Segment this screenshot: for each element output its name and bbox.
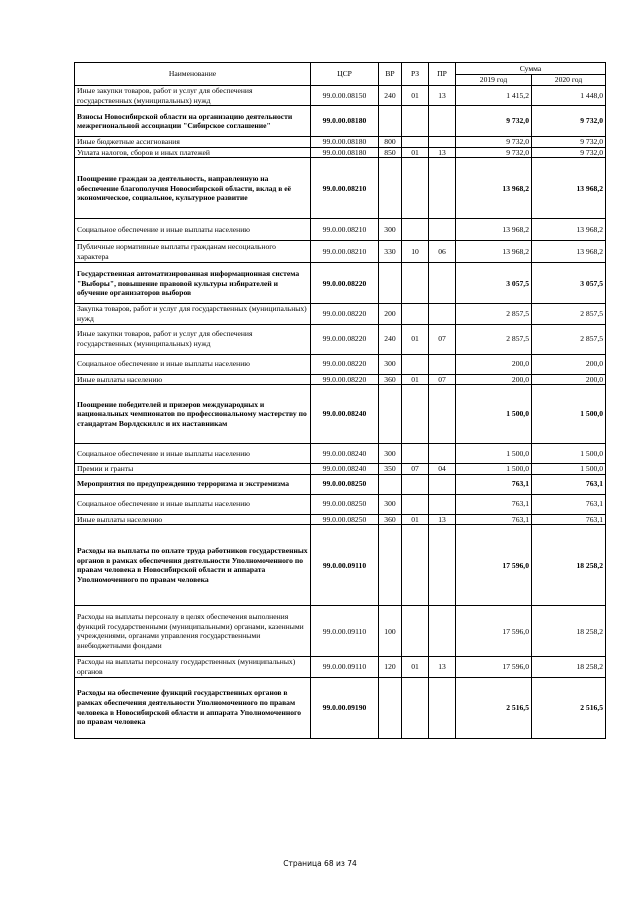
- header-2020: 2020 год: [532, 75, 606, 86]
- row-rz: [402, 494, 429, 514]
- row-pr: [429, 474, 456, 494]
- row-rz: [402, 137, 429, 148]
- row-sum-2020: 200,0: [532, 354, 606, 374]
- row-pr: [429, 677, 456, 738]
- row-csr: 99.0.00.08180: [311, 137, 379, 148]
- row-sum-2020: 13 968,2: [532, 241, 606, 263]
- row-rz: 10: [402, 241, 429, 263]
- row-sum-2019: 1 500,0: [456, 444, 532, 464]
- row-vr: 300: [379, 494, 402, 514]
- row-name: Иные выплаты населению: [75, 514, 311, 525]
- row-pr: [429, 354, 456, 374]
- row-vr: 300: [379, 444, 402, 464]
- row-sum-2020: 1 500,0: [532, 444, 606, 464]
- row-sum-2020: 18 258,2: [532, 606, 606, 657]
- row-rz: [402, 354, 429, 374]
- row-csr: 99.0.00.08220: [311, 374, 379, 385]
- row-name: Премии и гранты: [75, 464, 311, 475]
- table-row: [75, 374, 606, 385]
- table-row: [75, 158, 606, 219]
- table-row: [75, 677, 606, 738]
- row-rz: [402, 474, 429, 494]
- row-sum-2020: 1 448,0: [532, 86, 606, 106]
- row-rz: [402, 385, 429, 444]
- table-row: [75, 525, 606, 606]
- row-name: Расходы на выплаты персоналу государственных (муниципальных) органов: [75, 657, 311, 677]
- row-name: Поощрение победителей и призеров международных и национальных чемпионатов по профессиональному мастерству по стандартам Ворлдскиллс и их наставникам: [75, 385, 311, 444]
- row-name: Мероприятия по предупреждению терроризма и экстремизма: [75, 474, 311, 494]
- row-vr: 360: [379, 374, 402, 385]
- row-sum-2019: 9 732,0: [456, 106, 532, 137]
- row-pr: 07: [429, 324, 456, 354]
- header-sum: Сумма: [456, 63, 606, 75]
- table-row: [75, 241, 606, 263]
- row-sum-2020: 2 857,5: [532, 324, 606, 354]
- row-name: Закупка товаров, работ и услуг для государственных (муниципальных) нужд: [75, 304, 311, 324]
- row-csr: 99.0.00.08250: [311, 494, 379, 514]
- row-rz: 07: [402, 464, 429, 475]
- row-sum-2019: 1 415,2: [456, 86, 532, 106]
- table-row: [75, 106, 606, 137]
- table-row: [75, 263, 606, 304]
- row-vr: 360: [379, 514, 402, 525]
- row-sum-2019: 200,0: [456, 374, 532, 385]
- row-sum-2019: 13 968,2: [456, 158, 532, 219]
- row-vr: 850: [379, 147, 402, 158]
- row-rz: 01: [402, 657, 429, 677]
- table-row: [75, 147, 606, 158]
- row-pr: [429, 525, 456, 606]
- row-name: Иные закупки товаров, работ и услуг для обеспечения государственных (муниципальных) нужд: [75, 324, 311, 354]
- row-pr: [429, 304, 456, 324]
- row-csr: 99.0.00.08240: [311, 444, 379, 464]
- table-row: [75, 514, 606, 525]
- header-2019: 2019 год: [456, 75, 532, 86]
- row-sum-2020: 763,1: [532, 474, 606, 494]
- row-name: Социальное обеспечение и иные выплаты населению: [75, 354, 311, 374]
- row-rz: [402, 106, 429, 137]
- table-row: [75, 606, 606, 657]
- row-sum-2020: 3 057,5: [532, 263, 606, 304]
- row-vr: 300: [379, 354, 402, 374]
- row-pr: [429, 263, 456, 304]
- row-vr: 300: [379, 219, 402, 241]
- table-row: [75, 86, 606, 106]
- row-sum-2019: 13 968,2: [456, 219, 532, 241]
- row-pr: 13: [429, 514, 456, 525]
- row-name: Иные бюджетные ассигнования: [75, 137, 311, 148]
- row-sum-2019: 13 968,2: [456, 241, 532, 263]
- row-sum-2019: 200,0: [456, 354, 532, 374]
- header-pr: ПР: [429, 63, 456, 86]
- row-pr: 13: [429, 147, 456, 158]
- row-sum-2020: 1 500,0: [532, 385, 606, 444]
- row-sum-2019: 2 516,5: [456, 677, 532, 738]
- row-sum-2019: 763,1: [456, 474, 532, 494]
- table-row: [75, 494, 606, 514]
- row-vr: [379, 106, 402, 137]
- row-name: Взносы Новосибирской области на организацию деятельности межрегиональной ассоциации "Сибирское соглашение": [75, 106, 311, 137]
- row-sum-2019: 17 596,0: [456, 657, 532, 677]
- row-sum-2019: 17 596,0: [456, 606, 532, 657]
- row-rz: 01: [402, 514, 429, 525]
- row-vr: 240: [379, 86, 402, 106]
- row-sum-2020: 9 732,0: [532, 147, 606, 158]
- table-row: [75, 354, 606, 374]
- row-rz: 01: [402, 324, 429, 354]
- row-sum-2020: 13 968,2: [532, 219, 606, 241]
- row-csr: 99.0.00.09190: [311, 677, 379, 738]
- row-vr: 200: [379, 304, 402, 324]
- row-vr: [379, 263, 402, 304]
- row-csr: 99.0.00.08180: [311, 106, 379, 137]
- row-rz: [402, 158, 429, 219]
- header-vr: ВР: [379, 63, 402, 86]
- row-csr: 99.0.00.08220: [311, 304, 379, 324]
- row-pr: [429, 158, 456, 219]
- row-pr: 07: [429, 374, 456, 385]
- row-vr: [379, 474, 402, 494]
- row-vr: [379, 525, 402, 606]
- row-csr: 99.0.00.08250: [311, 514, 379, 525]
- row-rz: [402, 606, 429, 657]
- budget-table: [74, 62, 606, 739]
- row-vr: 120: [379, 657, 402, 677]
- row-rz: 01: [402, 147, 429, 158]
- row-vr: [379, 158, 402, 219]
- row-sum-2019: 1 500,0: [456, 385, 532, 444]
- row-name: Социальное обеспечение и иные выплаты населению: [75, 494, 311, 514]
- row-name: Поощрение граждан за деятельность, направленную на обеспечение благополучия Новосибирской области, вклад в её экономическое, социальное, культурное развитие: [75, 158, 311, 219]
- table-row: [75, 324, 606, 354]
- row-name: Государственная автоматизированная информационная система "Выборы", повышение правовой культуры избирателей и обучение организаторов выборов: [75, 263, 311, 304]
- row-rz: 01: [402, 86, 429, 106]
- table-row: [75, 219, 606, 241]
- row-pr: 13: [429, 657, 456, 677]
- row-sum-2020: 2 516,5: [532, 677, 606, 738]
- row-csr: 99.0.00.09110: [311, 525, 379, 606]
- row-pr: 04: [429, 464, 456, 475]
- row-vr: 330: [379, 241, 402, 263]
- row-name: Расходы на выплаты по оплате труда работников государственных органов в рамках обеспечения деятельности Уполномоченного по правам человека в Новосибирской области и аппарата Уполномоченного по правам человека: [75, 525, 311, 606]
- row-vr: 240: [379, 324, 402, 354]
- row-rz: [402, 219, 429, 241]
- row-csr: 99.0.00.08240: [311, 464, 379, 475]
- row-vr: 100: [379, 606, 402, 657]
- budget-table-page: [74, 62, 605, 739]
- header-name: Наименование: [75, 63, 311, 86]
- row-csr: 99.0.00.08220: [311, 324, 379, 354]
- row-sum-2019: 17 596,0: [456, 525, 532, 606]
- row-sum-2020: 200,0: [532, 374, 606, 385]
- row-vr: [379, 385, 402, 444]
- row-sum-2020: 763,1: [532, 514, 606, 525]
- row-name: Уплата налогов, сборов и иных платежей: [75, 147, 311, 158]
- row-name: Расходы на обеспечение функций государственных органов в рамках обеспечения деятельности Уполномоченного по правам человека в Новосибирской области и аппарата Уполномоченного по правам человека: [75, 677, 311, 738]
- row-pr: [429, 444, 456, 464]
- row-sum-2020: 2 857,5: [532, 304, 606, 324]
- row-rz: [402, 677, 429, 738]
- row-vr: 800: [379, 137, 402, 148]
- header-csr: ЦСР: [311, 63, 379, 86]
- table-row: [75, 464, 606, 475]
- row-csr: 99.0.00.08210: [311, 241, 379, 263]
- row-csr: 99.0.00.08240: [311, 385, 379, 444]
- page-footer: Страница 68 из 74: [283, 859, 357, 868]
- row-pr: [429, 494, 456, 514]
- row-vr: [379, 677, 402, 738]
- row-name: Публичные нормативные выплаты гражданам несоциального характера: [75, 241, 311, 263]
- row-csr: 99.0.00.08220: [311, 263, 379, 304]
- row-sum-2019: 9 732,0: [456, 147, 532, 158]
- row-rz: [402, 263, 429, 304]
- header-rz: РЗ: [402, 63, 429, 86]
- row-sum-2020: 9 732,0: [532, 137, 606, 148]
- row-name: Иные выплаты населению: [75, 374, 311, 385]
- row-name: Социальное обеспечение и иные выплаты населению: [75, 219, 311, 241]
- row-pr: 13: [429, 86, 456, 106]
- table-row: [75, 657, 606, 677]
- row-sum-2020: 18 258,2: [532, 657, 606, 677]
- row-sum-2019: 2 857,5: [456, 324, 532, 354]
- row-rz: 01: [402, 374, 429, 385]
- table-row: [75, 137, 606, 148]
- table-row: [75, 385, 606, 444]
- row-pr: [429, 606, 456, 657]
- row-name: Иные закупки товаров, работ и услуг для обеспечения государственных (муниципальных) нужд: [75, 86, 311, 106]
- row-sum-2019: 763,1: [456, 494, 532, 514]
- row-csr: 99.0.00.08210: [311, 158, 379, 219]
- row-csr: 99.0.00.08220: [311, 354, 379, 374]
- row-sum-2019: 1 500,0: [456, 464, 532, 475]
- row-sum-2019: 2 857,5: [456, 304, 532, 324]
- row-rz: [402, 444, 429, 464]
- row-csr: 99.0.00.09110: [311, 606, 379, 657]
- row-sum-2019: 763,1: [456, 514, 532, 525]
- table-row: [75, 444, 606, 464]
- row-pr: [429, 385, 456, 444]
- row-csr: 99.0.00.08180: [311, 147, 379, 158]
- row-name: Расходы на выплаты персоналу в целях обеспечения выполнения функций государственными (муниципальными) органами, казенными учреждениями, органами управления государственными внебюджетными фондами: [75, 606, 311, 657]
- row-vr: 350: [379, 464, 402, 475]
- row-name: Социальное обеспечение и иные выплаты населению: [75, 444, 311, 464]
- table-row: [75, 304, 606, 324]
- row-sum-2020: 9 732,0: [532, 106, 606, 137]
- row-pr: [429, 106, 456, 137]
- row-csr: 99.0.00.09110: [311, 657, 379, 677]
- row-pr: 06: [429, 241, 456, 263]
- row-csr: 99.0.00.08250: [311, 474, 379, 494]
- row-sum-2020: 1 500,0: [532, 464, 606, 475]
- row-csr: 99.0.00.08210: [311, 219, 379, 241]
- row-pr: [429, 219, 456, 241]
- table-row: [75, 474, 606, 494]
- row-pr: [429, 137, 456, 148]
- row-csr: 99.0.00.08150: [311, 86, 379, 106]
- row-sum-2020: 18 258,2: [532, 525, 606, 606]
- row-sum-2019: 3 057,5: [456, 263, 532, 304]
- row-sum-2020: 763,1: [532, 494, 606, 514]
- row-rz: [402, 304, 429, 324]
- row-sum-2019: 9 732,0: [456, 137, 532, 148]
- row-rz: [402, 525, 429, 606]
- row-sum-2020: 13 968,2: [532, 158, 606, 219]
